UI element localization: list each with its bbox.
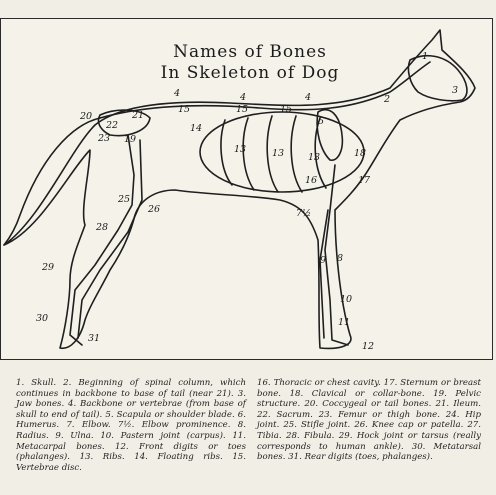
dog-outline <box>4 30 475 348</box>
label-13c: 13 <box>308 152 321 163</box>
skull <box>408 56 467 101</box>
label-22: 22 <box>106 120 119 131</box>
label-3: 3 <box>452 85 459 96</box>
label-15: 15 <box>178 104 191 115</box>
label-4c: 4 <box>305 92 312 103</box>
label-12: 12 <box>362 341 375 352</box>
label-2: 2 <box>384 94 391 105</box>
caption-left-text: 1. Skull. 2. Beginning of spinal column, which continues in backbone to base of tail (near 21). 3. Jaw bones. 4. Backbone or vertebrae (from base of skull to end of tail). 5. Scapula or shoulder blade. 6. Humerus. 7. Elbow. 7½. Elbow prominence. 8. Radius. 9. Ulna. 10. Pastern joint (carpus). 11. Metacarpal bones. 12. Front digits or toes (phalanges). 13. Ribs. 14. Floating ribs. 15. Vertebrae disc. <box>16 378 246 473</box>
label-28: 28 <box>96 222 109 233</box>
label-17: 17 <box>358 175 371 186</box>
label-4b: 4 <box>240 92 247 103</box>
label-16: 16 <box>305 175 318 186</box>
label-14: 14 <box>190 123 203 134</box>
label-29: 29 <box>42 262 55 273</box>
spine <box>100 62 430 118</box>
label-9: 9 <box>320 255 327 266</box>
label-13b: 13 <box>272 148 285 159</box>
label-25: 25 <box>118 194 131 205</box>
label-31: 31 <box>88 333 101 344</box>
label-1: 1 <box>422 51 429 62</box>
caption-right <box>257 378 481 463</box>
figure-subtitle: In Skeleton of Dog <box>160 63 340 83</box>
label-4a: 4 <box>174 88 181 99</box>
label-7: 7½ <box>296 208 312 219</box>
label-8: 8 <box>337 253 344 264</box>
caption-right-text: 16. Thoracic or chest cavity. 17. Sternum or breast bone. 18. Clavical or collar-bone. 19. Pelvic structure. 20. Coccygeal or tail bones. 21. Ileum. 22. Sacrum. 23. Femur or thigh bone. 24. Hip joint. 25. Stifle joint. 26. Knee cap or patella. 27. Tibia. 28. Fibula. 29. Hock joint or tarsus (really corresponds to human ankle). 30. Metatarsal bones. 31. Rear digits (toes, phalanges). <box>257 378 481 463</box>
figure-title: Names of Bones <box>173 42 327 62</box>
label-13a: 13 <box>234 144 247 155</box>
label-26: 26 <box>148 204 161 215</box>
caption-left <box>16 378 246 473</box>
label-20: 20 <box>80 111 93 122</box>
label-19: 19 <box>124 134 137 145</box>
label-18: 18 <box>354 148 367 159</box>
label-15c: 15 <box>280 104 293 115</box>
label-10: 10 <box>340 294 353 305</box>
label-11: 11 <box>338 317 351 328</box>
label-30: 30 <box>36 313 49 324</box>
label-23: 23 <box>98 133 111 144</box>
label-5: 5 <box>318 116 325 127</box>
label-21: 21 <box>132 110 145 121</box>
label-15b: 15 <box>236 104 249 115</box>
